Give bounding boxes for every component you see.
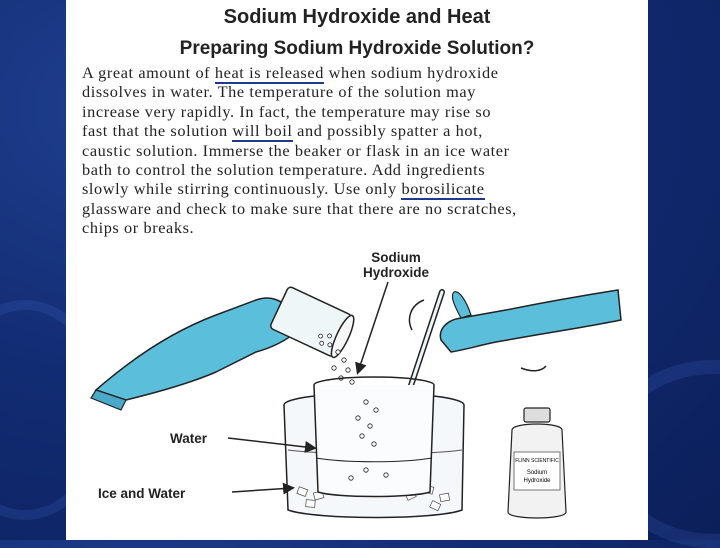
sodium-hydroxide-label (358, 250, 434, 280)
paragraph-text: increase very rapidly. In fact, the temperature may rise so (82, 101, 492, 121)
paragraph-text: dissolves in water. The temperature of the solution may (82, 82, 476, 102)
paragraph-text: and possibly spatter a hot, (292, 121, 483, 141)
paragraph-text: bath to control the solution temperature. Add ingredients (82, 160, 486, 180)
slide-subtitle: Preparing Sodium Hydroxide Solution? (179, 38, 535, 59)
sodium-hydroxide-arrow (358, 282, 388, 372)
ice-and-water-label: Ice and Water (98, 486, 186, 501)
underlined-phrase: will boil (232, 121, 293, 141)
right-glove (440, 290, 621, 352)
paragraph-text: A great amount of (82, 63, 215, 82)
paragraph-text: fast that the solution (82, 121, 233, 141)
bottle-label-line-3: Hydroxide (523, 478, 551, 484)
right-glove-thumb (452, 292, 471, 318)
paragraph-text: chips or breaks. (82, 218, 195, 238)
bottle-label-line-1: FLINN SCIENTIFIC (515, 458, 559, 464)
water-label: Water (170, 431, 208, 446)
ice-water-arrow (232, 488, 292, 492)
paragraph-text: glassware and check to make sure that there are no scratches, (82, 198, 517, 218)
bottle-label-line-2: Sodium (526, 470, 548, 476)
solution-beaker (314, 377, 434, 497)
paragraph-text: when sodium hydroxide (323, 63, 499, 82)
underlined-phrase: borosilicate (401, 179, 485, 199)
pouring-beaker (269, 286, 357, 360)
sodium-hydroxide-label-line-1: Sodium (371, 250, 421, 265)
naoh-dissolving-illustration (66, 0, 648, 540)
paragraph-text: slowly while stirring continuously. Use only (82, 179, 402, 199)
slide-title: Sodium Hydroxide and Heat (223, 6, 491, 28)
underlined-phrase: heat is released (214, 63, 324, 82)
slide-panel (66, 0, 648, 540)
left-glove (96, 298, 298, 400)
sodium-hydroxide-label-line-2: Hydroxide (362, 265, 430, 280)
reagent-bottle (508, 408, 566, 518)
paragraph-text: caustic solution. Immerse the beaker or flask in an ice water (82, 140, 510, 160)
